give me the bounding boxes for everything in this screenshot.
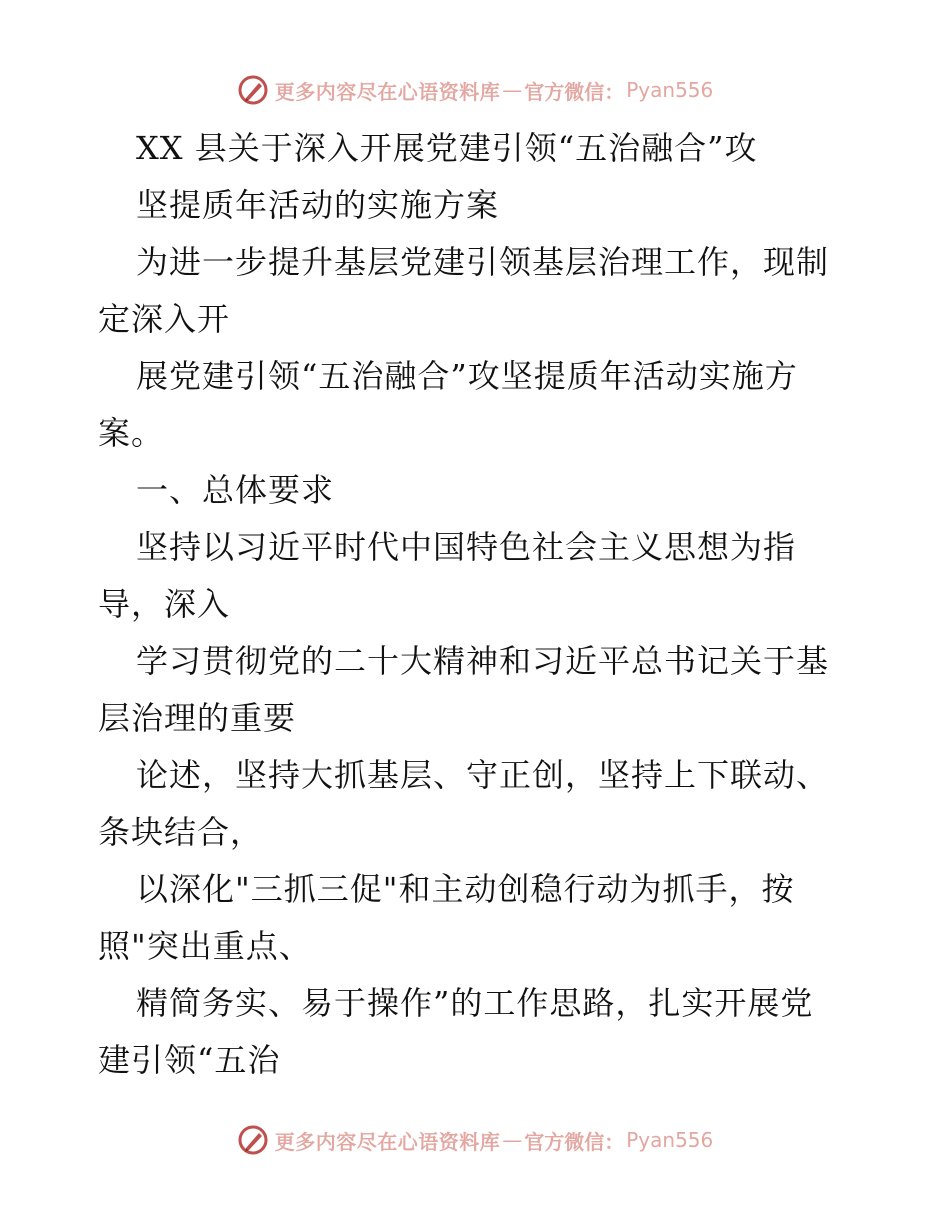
text-line: XX 县关于深入开展党建引领“五治融合”攻 [136,129,758,167]
watermark-wechat-label: 官方微信： [524,79,625,104]
watermark-site-text: 更多内容尽在心语资料库 [274,79,501,104]
text-line: 导，深入 [98,585,231,623]
text-line: 一、总体要求 [136,471,335,509]
watermark-dash: — [502,78,523,102]
text-line: 学习贯彻党的二十大精神和习近平总书记关于基 [136,642,830,680]
text-line: 案。 [98,414,165,452]
pen-logo-icon [237,74,269,106]
text-line: 坚提质年活动的实施方案 [136,186,500,224]
pen-logo-icon [237,1124,269,1156]
text-line: 定深入开 [98,300,231,338]
text-line: 为进一步提升基层党建引领基层治理工作，现制 [136,243,830,281]
text-line: 以深化"三抓三促"和主动创稳行动为抓手，按 [136,870,795,908]
text-line: 展党建引领“五治融合”攻坚提质年活动实施方 [136,357,798,395]
text-line: 条块结合， [98,813,264,851]
text-line: 坚持以习近平时代中国特色社会主义思想为指 [136,528,797,566]
text-line: 层治理的重要 [98,699,297,737]
text-line: 建引领“五治 [98,1041,281,1079]
text-line: 照"突出重点、 [98,927,312,965]
header-watermark [0,70,950,110]
watermark-wechat-id: Pyan556 [626,78,714,102]
document-body [98,120,858,1089]
watermark-wechat-id: Pyan556 [626,1128,714,1152]
text-line: 论述，坚持大抓基层、守正创，坚持上下联动、 [136,756,830,794]
watermark-site-text: 更多内容尽在心语资料库 [274,1129,501,1154]
watermark-wechat-label: 官方微信： [524,1129,625,1154]
footer-watermark [0,1120,950,1160]
watermark-dash: — [502,1128,523,1152]
text-line: 精简务实、易于操作”的工作思路，扎实开展党 [136,984,814,1022]
